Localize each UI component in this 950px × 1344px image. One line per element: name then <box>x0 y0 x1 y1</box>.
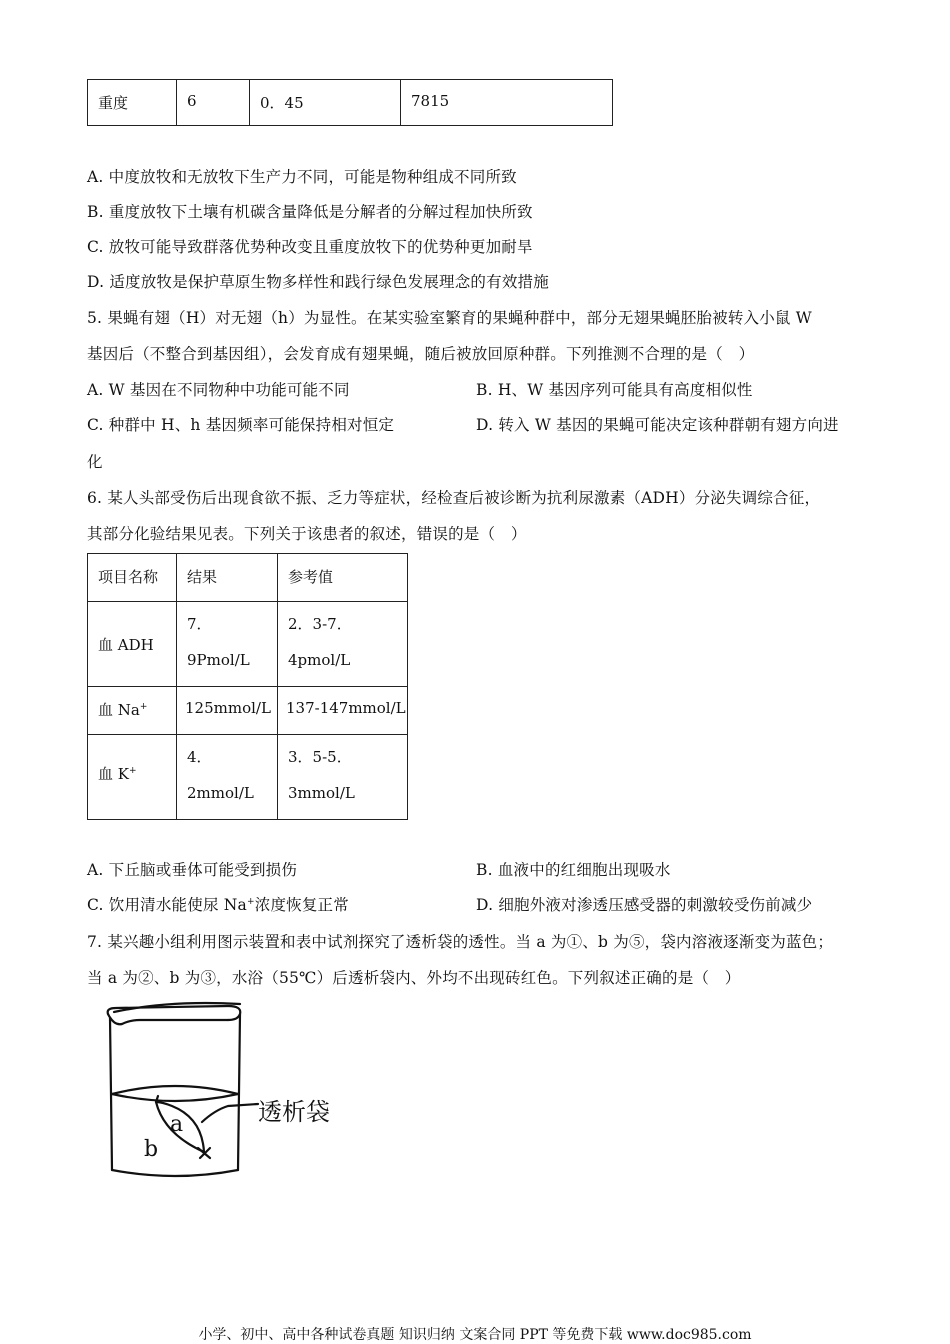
table-cell <box>177 602 278 687</box>
table-row <box>88 687 408 735</box>
q4-option-a: A. 中度放牧和无放牧下生产力不同，可能是物种组成不同所致 <box>87 168 517 186</box>
q5-stem-line1: 5. 果蝇有翅（H）对无翅（h）为显性。在某实验室繁育的果蝇种群中，部分无翅果蝇胚胎被转入小鼠 W <box>87 309 812 327</box>
liquid-surface <box>112 1086 238 1094</box>
table-row <box>88 735 408 820</box>
beaker-right-wall <box>238 1014 240 1170</box>
table-header-row <box>88 554 408 602</box>
label-dialysis-bag: 透析袋 <box>258 1098 330 1126</box>
table-row <box>88 80 613 126</box>
q5-option-d-continued: 化 <box>87 453 103 471</box>
table-cell <box>88 687 177 735</box>
q6-option-a: A. 下丘脑或垂体可能受到损伤 <box>87 861 298 879</box>
superscript: + <box>128 766 137 776</box>
q4-option-b: B. 重度放牧下土壤有机碳含量降低是分解者的分解过程加快所致 <box>87 203 533 221</box>
cell-line: 7． <box>187 615 212 633</box>
cell-text: 血 K <box>98 765 129 783</box>
option-text: C. 饮用清水能使尿 Na <box>87 896 247 914</box>
superscript: + <box>247 896 255 907</box>
q5-option-c: C. 种群中 H、h 基因频率可能保持相对恒定 <box>87 416 395 434</box>
table-header-cell: 结果 <box>177 554 278 602</box>
cell-text: 血 Na <box>98 701 140 719</box>
beaker-spout <box>108 1014 228 1024</box>
table-cell <box>88 735 177 820</box>
table-header-cell: 项目名称 <box>88 554 177 602</box>
table-cell: 7815 <box>401 80 613 126</box>
cell-line: 9Pmol/L <box>187 651 250 669</box>
q7-stem-line1: 7. 某兴趣小组利用图示装置和表中试剂探究了透析袋的透性。当 a 为①、b 为⑤，袋内溶液逐渐变为蓝色； <box>87 933 834 951</box>
table-cell: 0．45 <box>250 80 401 126</box>
table-cell <box>278 602 408 687</box>
q7-stem-line2: 当 a 为②、b 为③，水浴（55℃）后透析袋内、外均不出现砖红色。下列叙述正确的是（ ） <box>87 969 741 987</box>
cell-line: 4． <box>187 748 212 766</box>
q6-stem-line2: 其部分化验结果见表。下列关于该患者的叙述，错误的是（ ） <box>87 525 527 543</box>
table-cell: 125mmol/L <box>177 687 278 735</box>
q4-option-d: D. 适度放牧是保护草原生物多样性和践行绿色发展理念的有效措施 <box>87 273 549 291</box>
beaker-bottom <box>112 1170 238 1176</box>
lab-results-table <box>87 553 408 820</box>
q6-option-b: B. 血液中的红细胞出现吸水 <box>476 861 671 879</box>
table-cell: 重度 <box>88 80 177 126</box>
grazing-table <box>87 79 613 126</box>
table-cell: 137-147mmol/L <box>278 687 408 735</box>
table-header-cell: 参考值 <box>278 554 408 602</box>
q6-option-d: D. 细胞外液对渗透压感受器的刺激较受伤前减少 <box>476 896 813 914</box>
page-footer: 小学、初中、高中各种试卷真题 知识归纳 文案合同 PPT 等免费下载 www.doc985.com <box>198 1327 752 1343</box>
q5-option-a: A. W 基因在不同物种中功能可能不同 <box>87 381 350 399</box>
label-pointer <box>202 1104 258 1122</box>
q4-option-c: C. 放牧可能导致群落优势种改变且重度放牧下的优势种更加耐旱 <box>87 238 533 256</box>
table-cell: 6 <box>177 80 250 126</box>
q6-stem-line1: 6. 某人头部受伤后出现食欲不振、乏力等症状，经检查后被诊断为抗利尿激素（ADH）分泌失调综合征， <box>87 489 821 507</box>
cell-line: 3mmol/L <box>288 784 355 802</box>
superscript: + <box>139 702 148 712</box>
label-b: b <box>144 1137 159 1162</box>
cell-line: 2mmol/L <box>187 784 254 802</box>
table-cell: 血 ADH <box>88 602 177 687</box>
cell-line: 4pmol/L <box>288 651 351 669</box>
q5-stem-line2: 基因后（不整合到基因组），会发育成有翅果蝇，随后被放回原种群。下列推测不合理的是（ ） <box>87 345 755 363</box>
label-a: a <box>170 1112 184 1137</box>
table-row <box>88 602 408 687</box>
option-text: 浓度恢复正常 <box>254 896 349 914</box>
table-cell <box>278 735 408 820</box>
table-cell <box>177 735 278 820</box>
cell-line: 2．3-7． <box>288 615 352 633</box>
q5-option-d: D. 转入 W 基因的果蝇可能决定该种群朝有翅方向进 <box>476 416 839 434</box>
q6-option-c <box>87 893 349 915</box>
q5-option-b: B. H、W 基因序列可能具有高度相似性 <box>476 381 753 399</box>
cell-line: 3．5-5． <box>288 748 352 766</box>
